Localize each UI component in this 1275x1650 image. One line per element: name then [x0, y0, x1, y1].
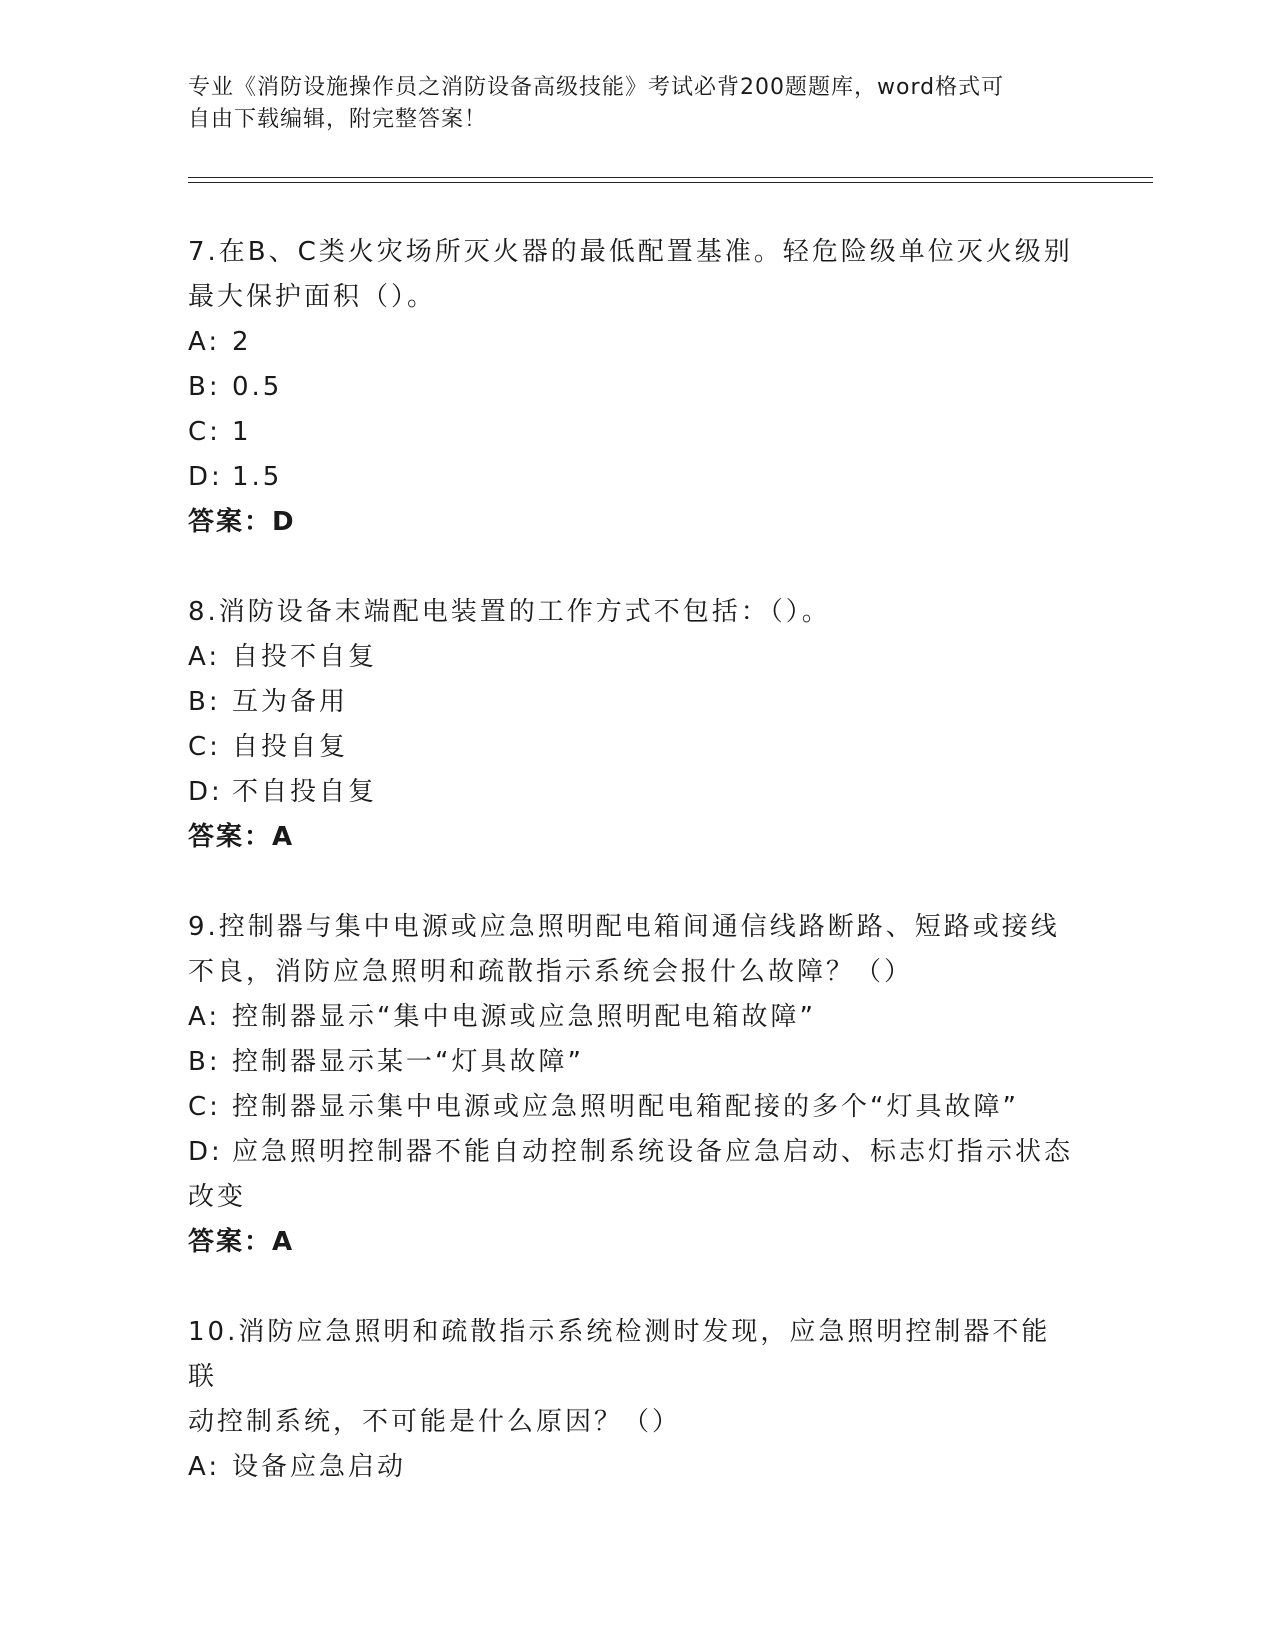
question-stem-continuation: 动控制系统，不可能是什么原因？（） — [188, 1407, 682, 1437]
option-text: 控制器显示集中电源或应急照明配电箱配接的多个“灯具故障” — [232, 1092, 1019, 1122]
question-7 — [188, 230, 1078, 545]
question-stem: 7.在B、C类火灾场所灭火器的最低配置基准。轻危险级单位灭火级别 — [188, 237, 1073, 267]
option-text: 不自投自复 — [232, 777, 378, 807]
option-text: 应急照明控制器不能自动控制系统设备应急启动、标志灯指示状态 — [232, 1137, 1074, 1167]
answer-label: 答案： — [188, 1227, 273, 1257]
option-label: C: — [188, 732, 221, 762]
option-d-continuation: 改变 — [188, 1182, 247, 1212]
header-line-1: 专业《消防设施操作员之消防设备高级技能》考试必背200题题库，word格式可 — [188, 75, 1005, 100]
answer-value: D — [272, 507, 296, 537]
option-c — [188, 1085, 1078, 1130]
option-a — [188, 995, 1078, 1040]
option-label: A: — [188, 1452, 221, 1482]
option-label: C: — [188, 1092, 221, 1122]
answer-line — [188, 500, 1078, 545]
option-text: 2 — [232, 327, 252, 357]
option-label: D: — [188, 777, 223, 807]
option-text: 控制器显示“集中电源或应急照明配电箱故障” — [232, 1002, 816, 1032]
option-text: 0.5 — [232, 372, 283, 402]
option-label: B: — [188, 372, 221, 402]
header-divider-bottom — [188, 182, 1153, 183]
answer-value: A — [272, 1227, 295, 1257]
question-9 — [188, 905, 1078, 1265]
question-stem-continuation: 不良，消防应急照明和疏散指示系统会报什么故障？（） — [188, 957, 914, 987]
option-a — [188, 635, 1078, 680]
option-label: A: — [188, 327, 221, 357]
option-label: B: — [188, 1047, 221, 1077]
option-text: 互为备用 — [232, 687, 349, 717]
option-label: D: — [188, 1137, 223, 1167]
header-line-2: 自由下载编辑，附完整答案！ — [188, 107, 488, 132]
option-label: C: — [188, 417, 221, 447]
option-b — [188, 680, 1078, 725]
option-a — [188, 1445, 1078, 1490]
option-c — [188, 410, 1078, 455]
option-c — [188, 725, 1078, 770]
question-stem: 8.消防设备末端配电装置的工作方式不包括：（）。 — [188, 597, 831, 627]
question-stem: 9.控制器与集中电源或应急照明配电箱间通信线路断路、短路或接线 — [188, 912, 1060, 942]
question-list — [188, 230, 1078, 1535]
question-stem: 10.消防应急照明和疏散指示系统检测时发现，应急照明控制器不能联 — [188, 1317, 1051, 1392]
answer-label: 答案： — [188, 507, 273, 537]
answer-label: 答案： — [188, 822, 273, 852]
header-divider-top — [188, 177, 1153, 178]
answer-value: A — [272, 822, 295, 852]
option-text: 1 — [232, 417, 252, 447]
option-text: 设备应急启动 — [232, 1452, 407, 1482]
option-d — [188, 1130, 1078, 1175]
option-label: A: — [188, 642, 221, 672]
option-label: A: — [188, 1002, 221, 1032]
option-a — [188, 320, 1078, 365]
document-header — [188, 72, 1068, 136]
question-stem-continuation: 最大保护面积（）。 — [188, 282, 437, 312]
option-text: 1.5 — [232, 462, 283, 492]
option-d — [188, 770, 1078, 815]
option-b — [188, 1040, 1078, 1085]
option-text: 控制器显示某一“灯具故障” — [232, 1047, 584, 1077]
option-b — [188, 365, 1078, 410]
question-8 — [188, 590, 1078, 860]
answer-line — [188, 815, 1078, 860]
answer-line — [188, 1220, 1078, 1265]
option-text: 自投不自复 — [232, 642, 378, 672]
option-label: D: — [188, 462, 223, 492]
option-text: 自投自复 — [232, 732, 349, 762]
option-d — [188, 455, 1078, 500]
option-label: B: — [188, 687, 221, 717]
question-10 — [188, 1310, 1078, 1490]
